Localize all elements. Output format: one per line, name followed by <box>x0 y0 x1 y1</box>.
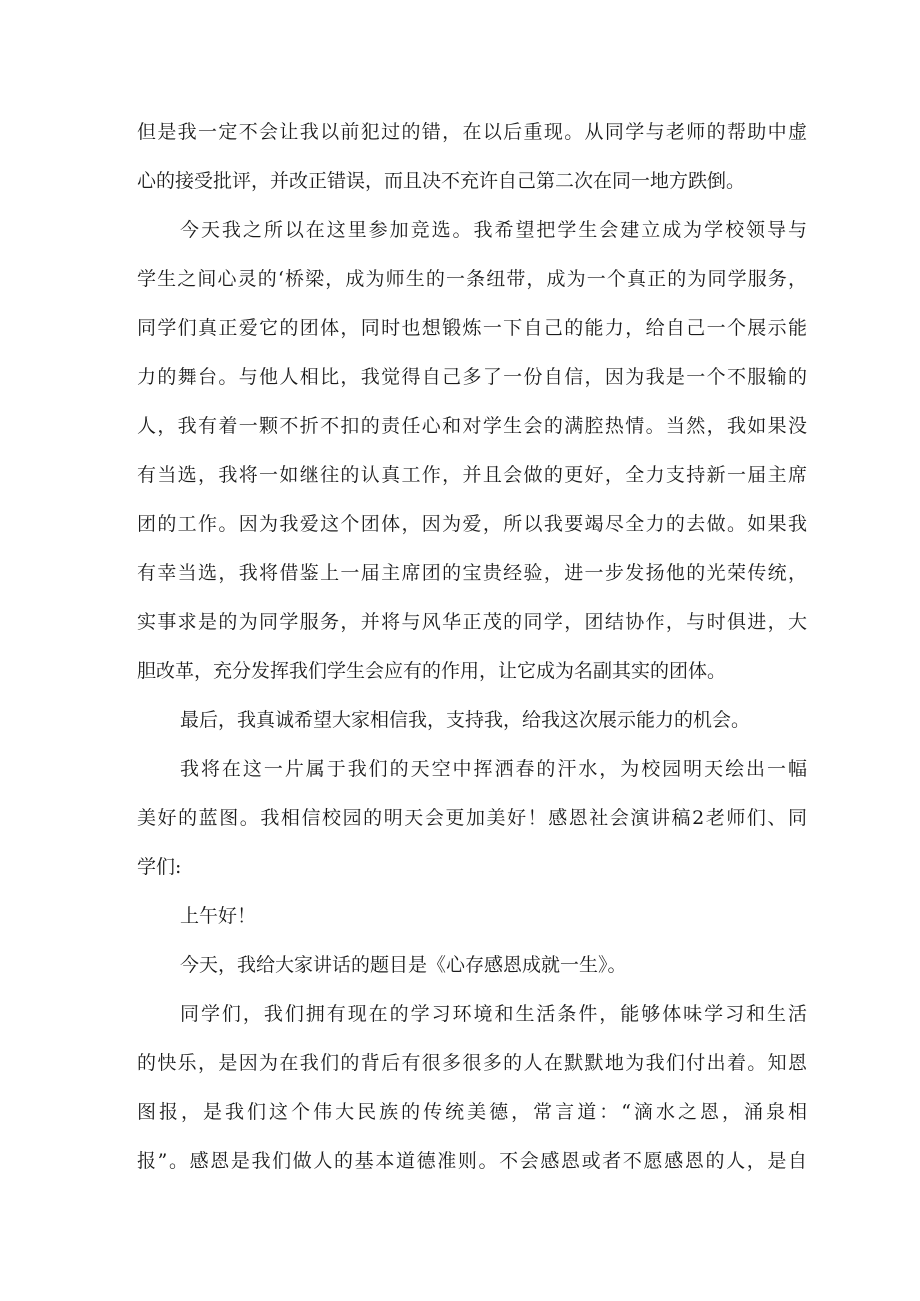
text-line: 学们: <box>137 856 182 878</box>
text-line: 有幸当选，我将借鉴上一届主席团的宝贵经验，进一步发扬他的光荣传统， <box>137 562 807 584</box>
text-line: 但是我一定不会让我以前犯过的错，在以后重现。从同学与老师的帮助中虚 <box>137 121 807 143</box>
text-line: 实事求是的为同学服务，并将与风华正茂的同学，团结协作，与时俱进，大 <box>137 611 807 633</box>
text-line: 美好的蓝图。我相信校园的明天会更加美好！感恩社会演讲稿2老师们、同 <box>137 807 807 829</box>
text-line: 今天我之所以在这里参加竞选。我希望把学生会建立成为学校领导与 <box>180 219 807 241</box>
text-line: 胆改革，充分发挥我们学生会应有的作用，让它成为名副其实的团体。 <box>137 660 727 682</box>
text-line: 报”。感恩是我们做人的基本道德准则。不会感恩或者不愿感恩的人，是自 <box>137 1150 807 1172</box>
text-line: 最后，我真诚希望大家相信我，支持我，给我这次展示能力的机会。 <box>180 709 751 731</box>
text-line: 上午好！ <box>180 905 257 927</box>
text-line: 团的工作。因为我爱这个团体，因为爱，所以我要竭尽全力的去做。如果我 <box>137 513 807 535</box>
text-line: 今天，我给大家讲话的题目是《心存感恩成就一生》。 <box>180 954 627 976</box>
text-line: 的快乐，是因为在我们的背后有很多很多的人在默默地为我们付出着。知恩 <box>137 1052 807 1074</box>
text-line: 有当选，我将一如继往的认真工作，并且会做的更好，全力支持新一届主席 <box>137 464 807 486</box>
text-line: 力的舞台。与他人相比，我觉得自己多了一份自信，因为我是一个不服输的 <box>137 366 807 388</box>
text-line: 我将在这一片属于我们的天空中挥洒春的汗水，为校园明天绘出一幅 <box>180 758 807 780</box>
text-line: 心的接受批评，并改正错误，而且决不充许自己第二次在同一地方跌倒。 <box>137 170 746 192</box>
text-line: 同学们，我们拥有现在的学习环境和生活条件，能够体味学习和生活 <box>180 1003 807 1025</box>
text-line: 学生之间心灵的‘桥梁，成为师生的一条纽带，成为一个真正的为同学服务， <box>137 268 807 290</box>
text-line: 人，我有着一颗不折不扣的责任心和对学生会的满腔热情。当然，我如果没 <box>137 415 807 437</box>
text-line: 同学们真正爱它的团体，同时也想锻炼一下自己的能力，给自己一个展示能 <box>137 317 807 339</box>
text-line: 图报，是我们这个伟大民族的传统美德，常言道：“滴水之恩，涌泉相 <box>137 1101 807 1123</box>
